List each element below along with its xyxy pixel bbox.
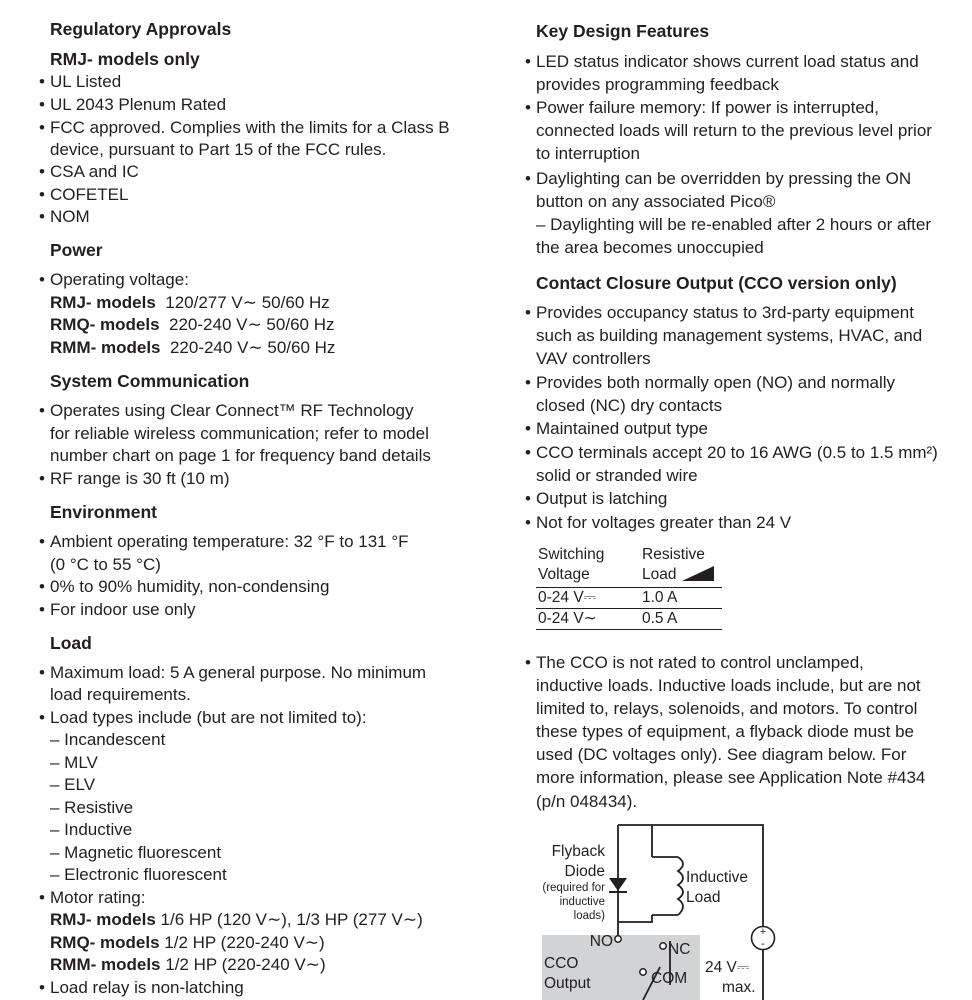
minus-sign: - [761, 938, 765, 950]
com-label: COM [651, 970, 688, 987]
no-label: NO [589, 933, 613, 950]
header-line: Voltage [538, 566, 590, 583]
motor-row [50, 932, 325, 954]
list-item-cont: connected loads will return to the previous level prior [536, 121, 932, 140]
list-item: • Motor rating: [50, 887, 145, 909]
list-item: • CSA and IC [50, 161, 139, 183]
list-item-cont: more information, please see Application Note #434 [536, 768, 926, 787]
plus-sign: + [759, 926, 767, 938]
model-label: RMQ- models [50, 933, 160, 952]
max-label: max. [722, 979, 756, 996]
sub-item: – MLV [50, 753, 98, 772]
list-item: • CCO terminals accept 20 to 16 AWG (0.5 to 1.5 mm²) [536, 442, 938, 464]
list-item: • UL 2043 Plenum Rated [50, 94, 226, 116]
list-item: • The CCO is not rated to control unclamped, [536, 652, 864, 674]
no-terminal [615, 936, 621, 942]
model-label: RMM- models [50, 955, 161, 974]
list-item-cont: button on any associated Pico® [536, 192, 776, 211]
list-item: • Provides both normally open (NO) and normally [536, 372, 895, 394]
list-item: • Provides occupancy status to 3rd-party equipment [536, 302, 914, 324]
list-item: • RF range is 30 ft (10 m) [50, 468, 230, 490]
list-item: • UL Listed [50, 71, 121, 93]
model-label: RMJ- models [50, 293, 156, 312]
required-note: loads) [573, 910, 605, 922]
list-item-cont: these types of equipment, a flyback diode must be [536, 722, 915, 741]
list-item-cont: load requirements. [50, 685, 191, 704]
nc-terminal [660, 943, 666, 949]
table-row [536, 588, 722, 609]
sub-item: – Electronic fluorescent [50, 865, 227, 884]
header-line: Switching [538, 546, 605, 563]
power-row [50, 337, 335, 359]
load-heading: Load [50, 633, 92, 653]
list-item-cont: (p/n 048434). [536, 792, 638, 811]
list-item: • NOM [50, 206, 90, 228]
table-header [536, 545, 640, 588]
list-item: • Ambient operating temperature: 32 °F to 131 °F [50, 531, 409, 553]
resistive-load-icon [682, 566, 714, 581]
key-features-heading: Key Design Features [536, 21, 710, 41]
sub-item: – Magnetic fluorescent [50, 843, 222, 862]
load-label: Load [686, 889, 721, 906]
power-heading: Power [50, 240, 103, 260]
output-label: Output [544, 975, 591, 992]
diode-icon [609, 878, 627, 891]
list-item: • Load types include (but are not limited to): [50, 707, 367, 729]
list-item-cont: such as building management systems, HVAC, and [536, 326, 923, 345]
model-spec: 120/277 V∼ 50/60 Hz [165, 293, 330, 312]
list-item: • Maximum load: 5 A general purpose. No minimum [50, 662, 426, 684]
list-item: • For indoor use only [50, 599, 196, 621]
required-note: (required for [542, 882, 605, 894]
list-item: • FCC approved. Complies with the limits for a Class B [50, 117, 450, 139]
model-label: RMJ- models [50, 910, 156, 929]
power-row [50, 292, 330, 314]
list-item-cont: the area becomes unoccupied [536, 238, 764, 257]
list-item-cont: (0 °C to 55 °C) [50, 555, 161, 574]
table-cell: 1.0 A [642, 589, 678, 606]
list-item-cont: limited to, relays, solenoids, and motors. To control [536, 699, 918, 718]
model-spec: 1/2 HP (220-240 V∼) [164, 933, 325, 952]
list-item: • Operates using Clear Connect™ RF Technology [50, 400, 413, 422]
model-spec: 1/2 HP (220-240 V∼) [165, 955, 326, 974]
diode-label: Diode [564, 863, 605, 880]
sub-item: – Resistive [50, 798, 134, 817]
nc-label: NC [668, 941, 691, 958]
inductive-label: Inductive [686, 869, 749, 886]
sub-item: – ELV [50, 775, 96, 794]
list-item: • Power failure memory: If power is interrupted, [536, 97, 879, 119]
table-row [536, 609, 722, 630]
header-line: Resistive [642, 546, 705, 563]
model-label: RMM- models [50, 338, 161, 357]
list-item-cont: inductive loads. Inductive loads include, but are not [536, 676, 921, 695]
list-item: • COFETEL [50, 184, 128, 206]
sub-item: – Inductive [50, 820, 133, 839]
list-item-cont: number chart on page 1 for frequency band details [50, 446, 431, 465]
list-item: • Daylighting can be overridden by pressing the ON [536, 168, 911, 190]
list-item-cont: used (DC voltages only). See diagram below. For [536, 745, 907, 764]
table-header [640, 545, 722, 588]
table-cell: 0-24 V∼ [538, 610, 597, 627]
list-item: • Not for voltages greater than 24 V [536, 512, 791, 534]
list-item-cont: for reliable wireless communication; refer to model [50, 424, 429, 443]
list-item-cont: closed (NC) dry contacts [536, 396, 723, 415]
list-item-cont: to interruption [536, 144, 640, 163]
syscomm-heading: System Communication [50, 371, 250, 391]
model-spec: 1/6 HP (120 V∼), 1/3 HP (277 V∼) [160, 910, 423, 929]
header-line: Load [642, 566, 677, 583]
cco-rating-table [536, 545, 722, 630]
power-row [50, 314, 334, 336]
list-item: • Load relay is non-latching [50, 977, 244, 999]
flyback-diagram [520, 815, 780, 1000]
sub-item: – Incandescent [50, 730, 166, 749]
regulatory-subheading: RMJ- models only [50, 49, 200, 69]
list-item: • 0% to 90% humidity, non-condensing [50, 576, 329, 598]
motor-row [50, 954, 326, 976]
list-item: • Maintained output type [536, 418, 708, 440]
required-note: inductive [559, 896, 605, 908]
motor-row [50, 909, 423, 931]
list-item: • LED status indicator shows current load status and [536, 51, 919, 73]
model-spec: 220-240 V∼ 50/60 Hz [169, 315, 335, 334]
cco-heading: Contact Closure Output (CCO version only) [536, 273, 897, 293]
table-header-row [536, 545, 722, 588]
list-item-cont: provides programming feedback [536, 75, 779, 94]
list-item-cont: VAV controllers [536, 349, 651, 368]
environment-heading: Environment [50, 502, 157, 522]
model-label: RMQ- models [50, 315, 160, 334]
list-item: • Output is latching [536, 488, 667, 510]
flyback-label: Flyback [551, 843, 605, 860]
regulatory-heading: Regulatory Approvals [50, 19, 232, 39]
list-item-cont: device, pursuant to Part 15 of the FCC rules. [50, 140, 387, 159]
cco-label: CCO [544, 955, 579, 972]
list-item-cont: – Daylighting will be re-enabled after 2 hours or after [536, 215, 931, 234]
model-spec: 220-240 V∼ 50/60 Hz [169, 338, 336, 357]
table-cell: 0.5 A [642, 610, 678, 627]
list-item-cont: solid or stranded wire [536, 466, 698, 485]
table-cell: 0-24 V⎓ [538, 589, 597, 606]
com-terminal [640, 969, 646, 975]
voltage-label: 24 V⎓ [705, 959, 750, 976]
list-item: • Operating voltage: [50, 269, 189, 291]
